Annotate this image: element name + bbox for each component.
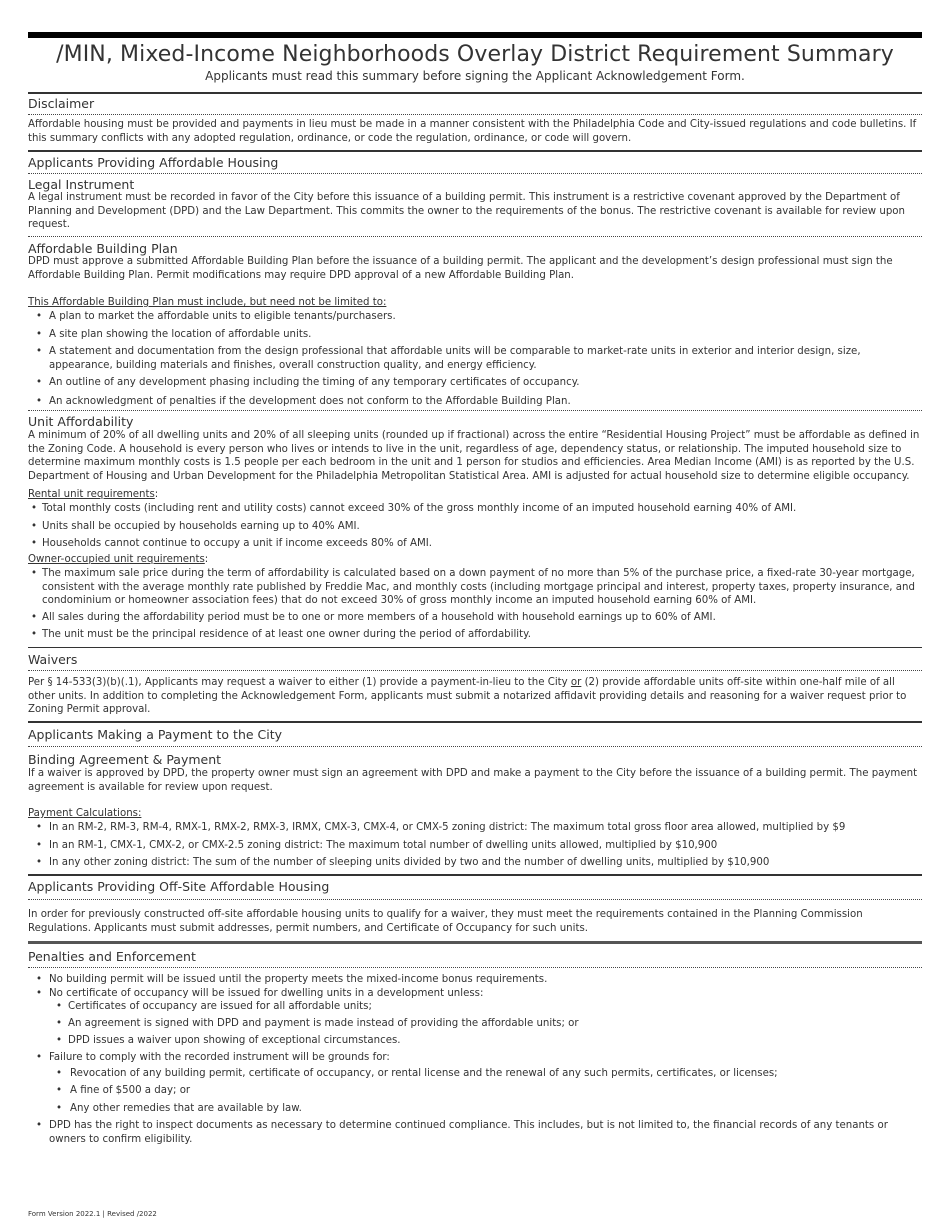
legal-instrument-text: A legal instrument must be recorded in favor of the City before this issuance of a building permit. This instrument is a restrictive covenant approved by the Department of Planning and Development (DPD) and the Law Department. This commits the owner to the requirements of the bonus. The restrictive covenant is available for review upon request. — [28, 192, 905, 231]
bullet: • — [56, 1035, 63, 1047]
rental-requirements-label: Rental unit requirements: — [28, 489, 159, 500]
bullet: • — [36, 395, 43, 407]
sub-list-item — [28, 1067, 922, 1081]
list-item — [28, 567, 922, 608]
bullet: • — [36, 987, 43, 999]
owner-requirements-label-text: Owner-occupied unit requirements — [28, 554, 205, 565]
section-rule — [28, 647, 922, 648]
list-item-text: No building permit will be issued until the property meets the mixed-income bonus requirements. — [49, 974, 548, 985]
bullet: • — [31, 520, 38, 532]
sub-list-item — [28, 1102, 922, 1116]
subsection-dotted-rule — [28, 410, 922, 411]
unit-affordability-heading: Unit Affordability — [28, 414, 134, 429]
bullet: • — [36, 311, 43, 322]
list-item-text: All sales during the affordability period must be to one or more members of a household with household earnings up to 60% of AMI. — [42, 611, 716, 623]
list-item-text: Total monthly costs (including rent and utility costs) cannot exceed 30% of the gross monthly income of an imputed household earning 40% of AMI. — [42, 503, 797, 514]
legal-instrument-heading: Legal Instrument — [28, 177, 135, 192]
list-item — [28, 973, 922, 987]
list-item-text: Units shall be occupied by households earning up to 40% AMI. — [42, 520, 360, 532]
list-item — [28, 821, 922, 835]
bullet: • — [56, 1102, 63, 1114]
binding-agreement-heading: Binding Agreement & Payment — [28, 752, 222, 767]
list-item — [28, 839, 922, 853]
bullet: • — [31, 568, 38, 579]
owner-requirements-list — [28, 567, 922, 642]
bullet: • — [56, 1085, 63, 1097]
unit-affordability-text: A minimum of 20% of all dwelling units and 20% of all sleeping units (rounded up if fractional) across the entire “Residential Housing Project” must be affordable as defined in the Zoning Code. A household is every person who lives or intends to live in the unit, regardless of age, dependency status, or relationship. The imputed household size to determine maximum monthly costs is 1.5 people per each bedroom in the unit and 1 person for studios and efficiencies. Area Median Income (AMI) is as reported by the U.S. Department of Housing and Urban Development for the Philadelphia Metropolitan Statistical Area. AMI is adjusted for actual household size to determine eligible occupancy. — [28, 430, 920, 482]
section-dotted-rule — [28, 173, 922, 174]
penalties-heading: Penalties and Enforcement — [28, 949, 196, 964]
waivers-heading: Waivers — [28, 652, 78, 667]
list-item — [28, 376, 922, 390]
payment-calc-list — [28, 821, 922, 870]
list-item-text: An acknowledgment of penalties if the development does not conform to the Affordable Building Plan. — [49, 395, 571, 407]
page-subtitle: Applicants must read this summary before signing the Applicant Acknowledgement Form. — [205, 69, 745, 83]
list-item — [28, 502, 922, 516]
bullet: • — [56, 1001, 63, 1013]
list-item-text: No certificate of occupancy will be issued for dwelling units in a development unless: — [49, 987, 484, 999]
list-item-text: An agreement is signed with DPD and payment is made instead of providing the affordable units; or — [68, 1017, 579, 1029]
list-item — [28, 395, 922, 409]
list-item-text: DPD issues a waiver upon showing of exceptional circumstances. — [68, 1035, 401, 1047]
sub-list-item — [28, 1084, 922, 1098]
section-dotted-rule — [28, 899, 922, 900]
list-item — [28, 328, 922, 342]
list-item-text: The maximum sale price during the term of affordability is calculated based on a down payment of no more than 5% of the purchase price, a fixed-rate 30-year mortgage, consistent with the average monthly rate published by Freddie Mac, and monthly costs (including mortgage principal and interest, property taxes, property insurance, and condominium or homeowner association fees) that do not exceed 30% of gross monthly income an imputed household earning 60% of AMI. — [42, 568, 915, 607]
bullet: • — [31, 629, 38, 641]
disclaimer-text: Affordable housing must be provided and payments in lieu must be made in a manner consistent with the Philadelphia Code and City-issued regulations and code bulletins. If this summary conflicts with any adopted regulation, ordinance, or code the regulation, ordinance, or code will govern. — [28, 119, 917, 144]
list-item-text: Certificates of occupancy are issued for all affordable units; — [68, 1001, 372, 1013]
list-item — [28, 345, 922, 372]
payment-heading: Applicants Making a Payment to the City — [28, 727, 283, 742]
list-item — [28, 611, 922, 625]
list-item — [28, 520, 922, 534]
payment-calc-label: Payment Calculations: — [28, 808, 142, 819]
form-version-footer: Form Version 2022.1 | Revised /2022 — [28, 1210, 157, 1218]
building-plan-list-intro: This Affordable Building Plan must include, but need not be limited to: — [28, 297, 387, 308]
building-plan-list — [28, 310, 922, 409]
owner-requirements-label: Owner-occupied unit requirements: — [28, 554, 209, 565]
page-title: /MIN, Mixed-Income Neighborhoods Overlay District Requirement Summary — [56, 42, 894, 67]
section-rule — [28, 92, 922, 94]
penalties-list — [28, 973, 922, 1147]
sub-list-item — [28, 1017, 922, 1031]
list-item — [28, 987, 922, 1001]
section-rule — [28, 721, 922, 723]
rental-requirements-label-text: Rental unit requirements — [28, 489, 155, 500]
waivers-text — [28, 676, 922, 717]
list-item-text: Households cannot continue to occupy a unit if income exceeds 80% of AMI. — [42, 538, 432, 550]
waivers-text-or: or — [570, 677, 582, 688]
offsite-text: In order for previously constructed off-site affordable housing units to qualify for a waiver, they must meet the requirements contained in the Planning Commission Regulations. Applicants must submit addresses, permit numbers, and Certificate of Occupancy for such units. — [28, 909, 863, 934]
list-item-text: In an RM-2, RM-3, RM-4, RMX-1, RMX-2, RMX-3, IRMX, CMX-3, CMX-4, or CMX-5 zoning district: The maximum total gross floor area allowed, multiplied by $9 — [49, 822, 846, 833]
section-rule — [28, 941, 922, 944]
offsite-heading: Applicants Providing Off-Site Affordable Housing — [28, 879, 330, 894]
section-dotted-rule — [28, 114, 922, 115]
bullet: • — [36, 839, 43, 851]
subsection-dotted-rule — [28, 236, 922, 237]
bullet: • — [31, 611, 38, 623]
list-item-text: In an RM-1, CMX-1, CMX-2, or CMX-2.5 zoning district: The maximum total number of dwelling units allowed, multiplied by $10,900 — [49, 839, 718, 851]
waivers-text-b: (2) provide affordable units off-site within one-half mile of all other units. In addition to completing the Acknowledgement Form, applicants must submit a notarized affidavit providing details and reasoning for a waiver request prior to Zoning Permit approval. — [28, 677, 907, 716]
sub-list-item — [28, 1000, 922, 1014]
list-item-text: A site plan showing the location of affordable units. — [49, 328, 312, 340]
list-item-text: A plan to market the affordable units to eligible tenants/purchasers. — [49, 311, 396, 322]
bullet: • — [36, 377, 43, 389]
bullet: • — [36, 328, 43, 340]
list-item-text: Any other remedies that are available by law. — [70, 1102, 302, 1114]
section-rule — [28, 150, 922, 152]
list-item — [28, 537, 922, 551]
list-item-text: A fine of $500 a day; or — [70, 1085, 191, 1097]
bullet: • — [36, 1051, 43, 1063]
bullet: • — [31, 538, 38, 550]
list-item-text: Failure to comply with the recorded instrument will be grounds for: — [49, 1051, 390, 1063]
affordable-housing-heading: Applicants Providing Affordable Housing — [28, 155, 279, 170]
sub-list-item — [28, 1034, 922, 1048]
bullet: • — [36, 1120, 43, 1132]
rental-requirements-list — [28, 502, 922, 551]
waivers-text-a: Per § 14-533(3)(b)(.1), Applicants may request a waiver to either (1) provide a payment-in-lieu to the City — [28, 677, 571, 688]
section-dotted-rule — [28, 746, 922, 747]
list-item-text: In any other zoning district: The sum of the number of sleeping units divided by two and the number of dwelling units, multiplied by $10,900 — [49, 857, 770, 869]
section-rule — [28, 874, 922, 876]
list-item-text: Revocation of any building permit, certificate of occupancy, or rental license and the renewal of any such permits, certificates, or licenses; — [70, 1067, 778, 1079]
building-plan-heading: Affordable Building Plan — [28, 241, 178, 256]
section-dotted-rule — [28, 670, 922, 671]
bullet: • — [31, 503, 38, 514]
list-item — [28, 1119, 922, 1146]
list-item — [28, 310, 922, 324]
section-dotted-rule — [28, 967, 922, 968]
top-bar — [28, 32, 922, 38]
disclaimer-heading: Disclaimer — [28, 96, 95, 111]
binding-agreement-text: If a waiver is approved by DPD, the property owner must sign an agreement with DPD and make a payment to the City before the issuance of a building permit. The payment agreement is available for review upon request. — [28, 768, 918, 793]
list-item-text: The unit must be the principal residence of at least one owner during the period of affordability. — [42, 629, 531, 641]
list-item — [28, 1051, 922, 1065]
building-plan-text: DPD must approve a submitted Affordable Building Plan before the issuance of a building permit. The applicant and the development’s design professional must sign the Affordable Building Plan. Permit modifications may require DPD approval of a new Affordable Building Plan. — [28, 256, 893, 281]
bullet: • — [36, 822, 43, 833]
bullet: • — [36, 857, 43, 869]
list-item-text: DPD has the right to inspect documents as necessary to determine continued compliance. This includes, but is not limited to, the financial records of any tenants or owners to confirm eligibility. — [49, 1120, 888, 1145]
bullet: • — [56, 1067, 63, 1079]
list-item-text: An outline of any development phasing including the timing of any temporary certificates of occupancy. — [49, 377, 580, 389]
list-item — [28, 856, 922, 870]
list-item — [28, 628, 922, 642]
bullet: • — [36, 974, 43, 985]
list-item-text: A statement and documentation from the design professional that affordable units will be comparable to market-rate units in exterior and interior design, size, appearance, building materials and finishes, overall construction quality, and energy efficiency. — [49, 346, 861, 371]
bullet: • — [56, 1017, 63, 1029]
bullet: • — [36, 346, 43, 358]
